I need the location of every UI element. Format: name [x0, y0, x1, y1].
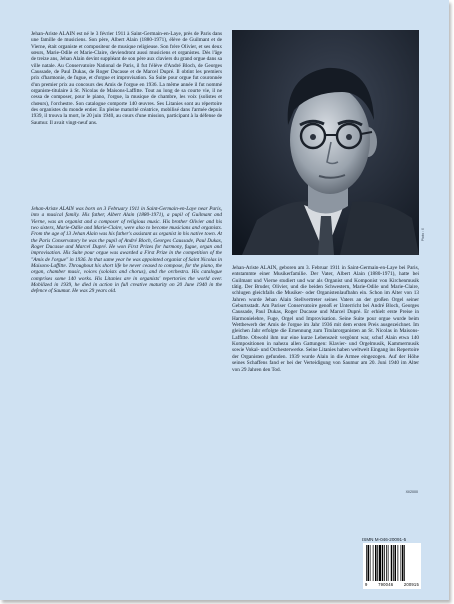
biography-german: Jehan-Ariste ALAIN, geboren am 3. Februar 1911 in Saint-Germain-en-Laye bei Paris, entstammte einer Musikerfamilie. Der Vater, Albert Alain (1880-1971), hatte bei Guilmant und Vierne studiert und war als Organist und Komponist von Kirchenmusik tätig. Der Bruder, Olivier, und die beiden Schwestern, Marie-Odile und Marie-Claire, schlugen gleichfalls die Musiker- oder Organistenlaufbahn ein. Schon im Alter von 13 Jahren wurde Jehan Alain Stellvertreter seines Vaters an der großen Orgel seiner Geburtsstadt. Am Pariser Conservatoire genoß er Unterricht bei André Bloch, Georges Caussade, Paul Dukas, Roger Ducasse und Marcel Dupré. Er erhielt erste Preise in Harmonielehre, Fuge, Orgel und Improvisation. Seine Suite pour orgue wurde beim Wettbewerb der Amis de l'orgue im Jahr 1936 mit dem ersten Preis ausgezeichnet. Im gleichen Jahr erfolgte die Ernennung zum Titularorganisten an St. Nicolas in Maisons-Laffitte. Obwohl ihm nur eine kurze Lebenszeit vergönnt war, schuf Alain etwa 140 Kompositionen in nahezu allen Gattungen: Klavier- und Orgelmusik, Kammermusik sowie Vokal- und Orchesterwerke. Seine Litanies haben weltweit Eingang ins Repertoire der Organisten gefunden. 1939 wurde Alain in die Armee eingezogen. Auf der Höhe seines Schaffens fand er bei der Verteidigung von Saumur am 20. Juni 1940 im Alter von 29 Jahren den Tod. [232, 265, 419, 373]
barcode-bar [395, 545, 397, 581]
barcode-digit-group-1: 790046 [378, 582, 394, 587]
barcode-bar [401, 545, 402, 581]
photo-credit: Photo : X [421, 228, 425, 242]
barcode-bar [377, 545, 378, 581]
barcode-bar [384, 545, 385, 581]
barcode-bar [402, 545, 404, 581]
barcode [363, 543, 421, 589]
barcode-bars [365, 545, 419, 581]
barcode-digits [365, 582, 419, 587]
barcode-digit-prefix: 9 [365, 582, 368, 587]
biography-english: Jehan-Ariste ALAIN was born on 3 February 1911 in Saint-Germain-en-Laye near Paris, into a musical family. His father, Albert Alain (1880-1971), a pupil of Guilmant and Vierne, was an organist and a composer of religious music. His brother Olivier and his two sisters, Marie-Odile and Marie-Claire, were also to become musicians and organists. From the age of 13 Jehan Alain was his father's assistant as organist in his native town. At the Paris Conservatory he was the pupil of André Bloch, Georges Caussade, Paul Dukas, Roger Ducasse and Marcel Dupré. He won First Prizes for harmony, fugue, organ and improvisation. His Suite pour orgue was awarded a First Prize in the competition of the "Amis de l'orgue" in 1936. In that same year he was appointed organist of Saint Nicolas in Maisons-Laffitte. Throughout his short life he never ceased to compose, for the piano, the organ, chamber music, voices (soloists and chorus), and the orchestra. His catalogue comprises some 140 works. His Litanies are in organists' repertories the world over. Mobilized in 1939, he died in action in full creative maturity on 20 June 1940 in the defence of Saumur. He was 29 years old. [31, 206, 222, 295]
barcode-bar [366, 545, 367, 581]
barcode-bar [391, 545, 393, 581]
barcode-bar [373, 545, 374, 581]
barcode-bar [370, 545, 371, 581]
ismn-number: ISMN M-046-20091-5 [362, 537, 407, 542]
barcode-bar [393, 545, 394, 581]
barcode-bar [398, 545, 399, 581]
barcode-bar [375, 545, 377, 581]
barcode-bar [404, 545, 405, 581]
portrait-photo [232, 30, 419, 255]
edition-code: XI/2000 [405, 490, 418, 494]
barcode-bar [386, 545, 387, 581]
barcode-digit-group-2: 200915 [403, 582, 419, 587]
barcode-bar [382, 545, 384, 581]
barcode-bar [368, 545, 370, 581]
biography-french: Jehan-Ariste ALAIN est né le 3 février 1911 à Saint-Germain-en-Laye, près de Paris dans une famille de musiciens. Son père, Albert Alain (1880-1971), élève de Guilmant et de Vierne, était organiste et compositeur de musique religieuse. Son frère Olivier, et ses deux sœurs, Marie-Odile et Marie-Claire, deviendront aussi musiciens et organistes. Dès l'âge de treize ans, Jehan Alain devint suppléant de son père aux claviers du grand orgue dans sa ville natale. Au Conservatoire National de Paris, il fut l'élève d'André Bloch, de Georges Caussade, de Paul Dukas, de Roger Ducasse et de Marcel Dupré. Il obtint les premiers prix d'harmonie, de fugue, et d'orgue et improvisation. Sa Suite pour orgue fut couronnée d'un premier prix au concours des Amis de l'orgue en 1936. La même année il fut nommé organiste-titulaire à St. Nicolas de Maisons-Laffitte. Tout au long de sa courte vie, il ne cessa de composer, pour le piano, l'orgue, la musique de chambre, les voix (solistes et chœurs), l'orchestre. Son catalogue comporte 140 œuvres. Ses Litanies sont au répertoire des organistes du monde entier. En pleine maturité créatrice, mobilisé dans l'armée depuis 1939, il trouva la mort, le 20 juin 1940, au cours d'une mission, participant à la défense de Saumur. Il avait vingt-neuf ans. [31, 31, 222, 126]
barcode-bar [388, 545, 389, 581]
barcode-bar [379, 545, 381, 581]
